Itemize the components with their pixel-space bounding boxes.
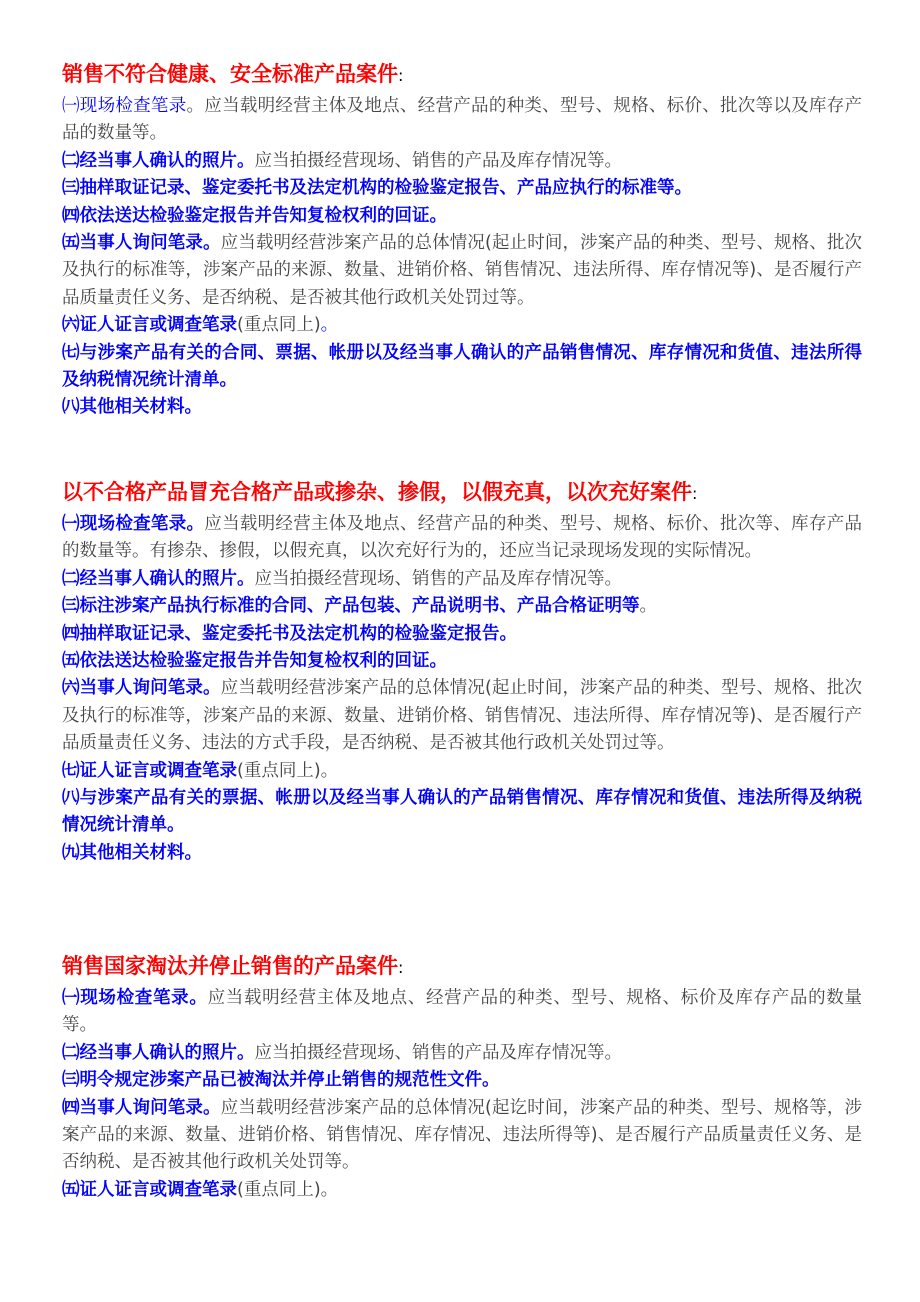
section-title: 销售国家淘汰并停止销售的产品案件: [62, 954, 404, 978]
section-health-safety [62, 60, 862, 422]
list-item: ㈡经当事人确认的照片。应当拍摄经营现场、销售的产品及库存情况等。 [62, 1042, 622, 1063]
section-title: 以不合格产品冒充合格产品或掺杂、掺假，以假充真，以次充好案件: [62, 480, 698, 504]
list-item: ㈨其他相关材料。 [62, 842, 202, 863]
list-item: ㈣依法送达检验鉴定报告并告知复检权利的回证。 [62, 205, 447, 226]
list-item: ㈣抽样取证记录、鉴定委托书及法定机构的检验鉴定报告。 [62, 623, 517, 644]
section-eliminated-products [62, 952, 862, 1204]
list-item: ㈤证人证言或调查笔录(重点同上)。 [62, 1179, 339, 1200]
list-item: ㈣当事人询问笔录。应当载明经营涉案产品的总体情况(起讫时间，涉案产品的种类、型号、规格等，涉案产品的来源、数量、进销价格、销售情况、库存情况、违法所得等)、是否履行产品质量责任义务、是否纳税、是否被其他行政机关处罚等。 [62, 1097, 863, 1173]
list-item: ㈤当事人询问笔录。应当载明经营涉案产品的总体情况(起止时间，涉案产品的种类、型号、规格、批次及执行的标准等，涉案产品的来源、数量、进销价格、销售情况、违法所得、库存情况等)、是否履行产品质量责任义务、是否纳税、是否被其他行政机关处罚过等。 [62, 233, 863, 308]
list-item: ㈢抽样取证记录、鉴定委托书及法定机构的检验鉴定报告、产品应执行的标准等。 [62, 178, 692, 199]
list-item: ㈥证人证言或调查笔录(重点同上)。 [62, 315, 339, 336]
list-item: ㈧其他相关材料。 [62, 397, 202, 418]
list-item: ㈤依法送达检验鉴定报告并告知复检权利的回证。 [62, 651, 447, 672]
list-item: ㈢标注涉案产品执行标准的合同、产品包装、产品说明书、产品合格证明等。 [62, 596, 657, 617]
list-item: ㈦证人证言或调查笔录(重点同上)。 [62, 760, 339, 781]
list-item: ㈦与涉案产品有关的合同、票据、帐册以及经当事人确认的产品销售情况、库存情况和货值、违法所得及纳税情况统计清单。 [62, 342, 862, 391]
section-title: 销售不符合健康、安全标准产品案件: [62, 62, 404, 86]
section-substandard-products [62, 478, 862, 867]
list-item: ㈠现场检查笔录。应当载明经营主体及地点、经营产品的种类、型号、规格、标价及库存产品的数量等。 [62, 988, 863, 1036]
list-item: ㈢明令规定涉案产品已被淘汰并停止销售的规范性文件。 [62, 1070, 500, 1091]
list-item: ㈠现场检查笔录。应当载明经营主体及地点、经营产品的种类、型号、规格、标价、批次等、库存产品的数量等。有掺杂、掺假，以假充真，以次充好行为的，还应当记录现场发现的实际情况。 [62, 514, 863, 562]
list-item: ㈧与涉案产品有关的票据、帐册以及经当事人确认的产品销售情况、库存情况和货值、违法所得及纳税情况统计清单。 [62, 788, 862, 836]
list-item: ㈡经当事人确认的照片。应当拍摄经营现场、销售的产品及库存情况等。 [62, 150, 622, 171]
list-item: ㈡经当事人确认的照片。应当拍摄经营现场、销售的产品及库存情况等。 [62, 568, 622, 589]
list-item: ㈥当事人询问笔录。应当载明经营涉案产品的总体情况(起止时间，涉案产品的种类、型号、规格、批次及执行的标准等，涉案产品的来源、数量、进销价格、销售情况、违法所得、库存情况等)、是否履行产品质量责任义务、违法的方式手段，是否纳税、是否被其他行政机关处罚过等。 [62, 678, 863, 754]
list-item: ㈠现场检查笔录。应当载明经营主体及地点、经营产品的种类、型号、规格、标价、批次等以及库存产品的数量等。 [62, 96, 863, 144]
